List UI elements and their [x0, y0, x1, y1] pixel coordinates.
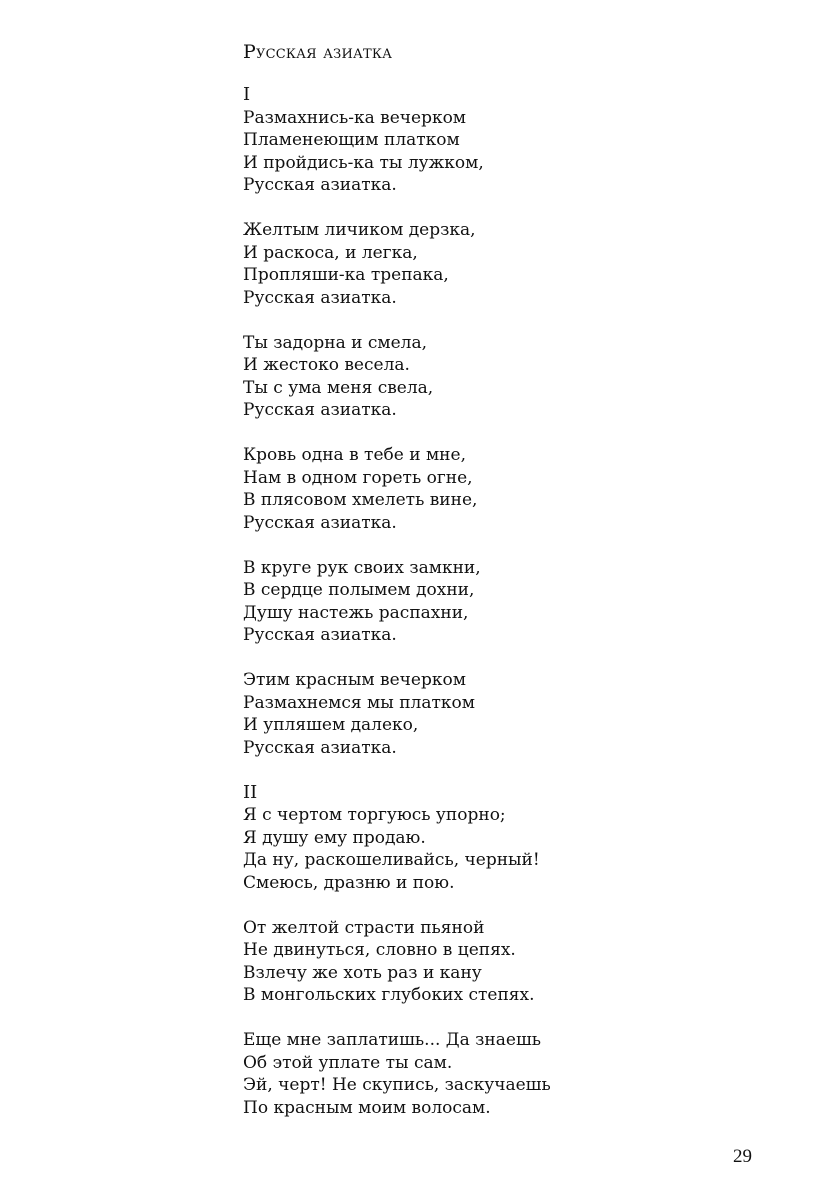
verse-line: В круге рук своих замкни,: [243, 557, 481, 578]
poem: [243, 40, 763, 1142]
verse-line: Об этой уплате ты сам.: [243, 1052, 453, 1073]
verse-line: По красным моим волосам.: [243, 1097, 491, 1118]
verse-line: От желтой страсти пьяной: [243, 917, 485, 938]
verse-line: Смеюсь, дразню и пою.: [243, 872, 455, 893]
section-number: II: [243, 781, 258, 803]
verse-line: В плясовом хмелеть вине,: [243, 490, 478, 510]
verse-line: Русская азиатка.: [243, 175, 397, 195]
verse-line: В монгольских глубоких степях.: [243, 985, 535, 1005]
poem-section: [243, 782, 763, 1120]
stanza: [243, 107, 763, 197]
verse-line: В сердце полымем дохни,: [243, 580, 475, 600]
verse-line: И раскоса, и легка,: [243, 242, 418, 263]
poem-section: [243, 84, 763, 759]
verse-line: Я с чертом торгуюсь упорно;: [243, 805, 506, 825]
poem-body: [243, 84, 763, 1119]
verse-line: Кровь одна в тебе и мне,: [243, 445, 466, 465]
verse-line: Этим красным вечерком: [243, 670, 466, 690]
verse-line: Взлечу же хоть раз и кану: [243, 962, 482, 983]
verse-line: Русская азиатка.: [243, 400, 397, 420]
stanza: [243, 332, 763, 422]
verse-line: Желтым личиком дерзка,: [243, 220, 476, 240]
verse-line: Пламенеющим платком: [243, 130, 460, 150]
verse-line: Да ну, раскошеливайсь, черный!: [243, 850, 540, 870]
verse-line: И упляшем далеко,: [243, 715, 419, 735]
verse-line: Эй, черт! Не скупись, заскучаешь: [243, 1075, 551, 1095]
verse-line: Не двинуться, словно в цепях.: [243, 940, 516, 960]
verse-line: Еще мне заплатишь... Да знаешь: [243, 1030, 541, 1050]
verse-line: Ты с ума меня свела,: [243, 377, 434, 398]
verse-line: Размахнемся мы платком: [243, 692, 475, 713]
verse-line: Русская азиатка.: [243, 287, 397, 308]
stanza: [243, 219, 763, 309]
verse-line: Русская азиатка.: [243, 625, 397, 645]
verse-line: Русская азиатка.: [243, 512, 397, 533]
verse-line: Ты задорна и смела,: [243, 332, 428, 353]
verse-line: Русская азиатка.: [243, 737, 397, 758]
verse-line: Нам в одном гореть огне,: [243, 467, 473, 488]
verse-line: И жестоко весела.: [243, 355, 410, 375]
verse-line: И пройдись-ка ты лужком,: [243, 152, 484, 173]
stanza: [243, 557, 763, 647]
verse-line: Душу настежь распахни,: [243, 602, 469, 623]
verse-line: Я душу ему продаю.: [243, 827, 426, 848]
poem-title: Русская азиатка: [243, 41, 393, 63]
stanza: [243, 917, 763, 1007]
verse-line: Пропляши-ка трепака,: [243, 265, 449, 285]
stanza: [243, 1029, 763, 1119]
stanza: [243, 804, 763, 894]
stanza: [243, 669, 763, 759]
verse-line: Размахнись-ка вечерком: [243, 107, 467, 128]
section-number: I: [243, 84, 251, 105]
stanza: [243, 444, 763, 534]
page-number: 29: [733, 1146, 752, 1167]
